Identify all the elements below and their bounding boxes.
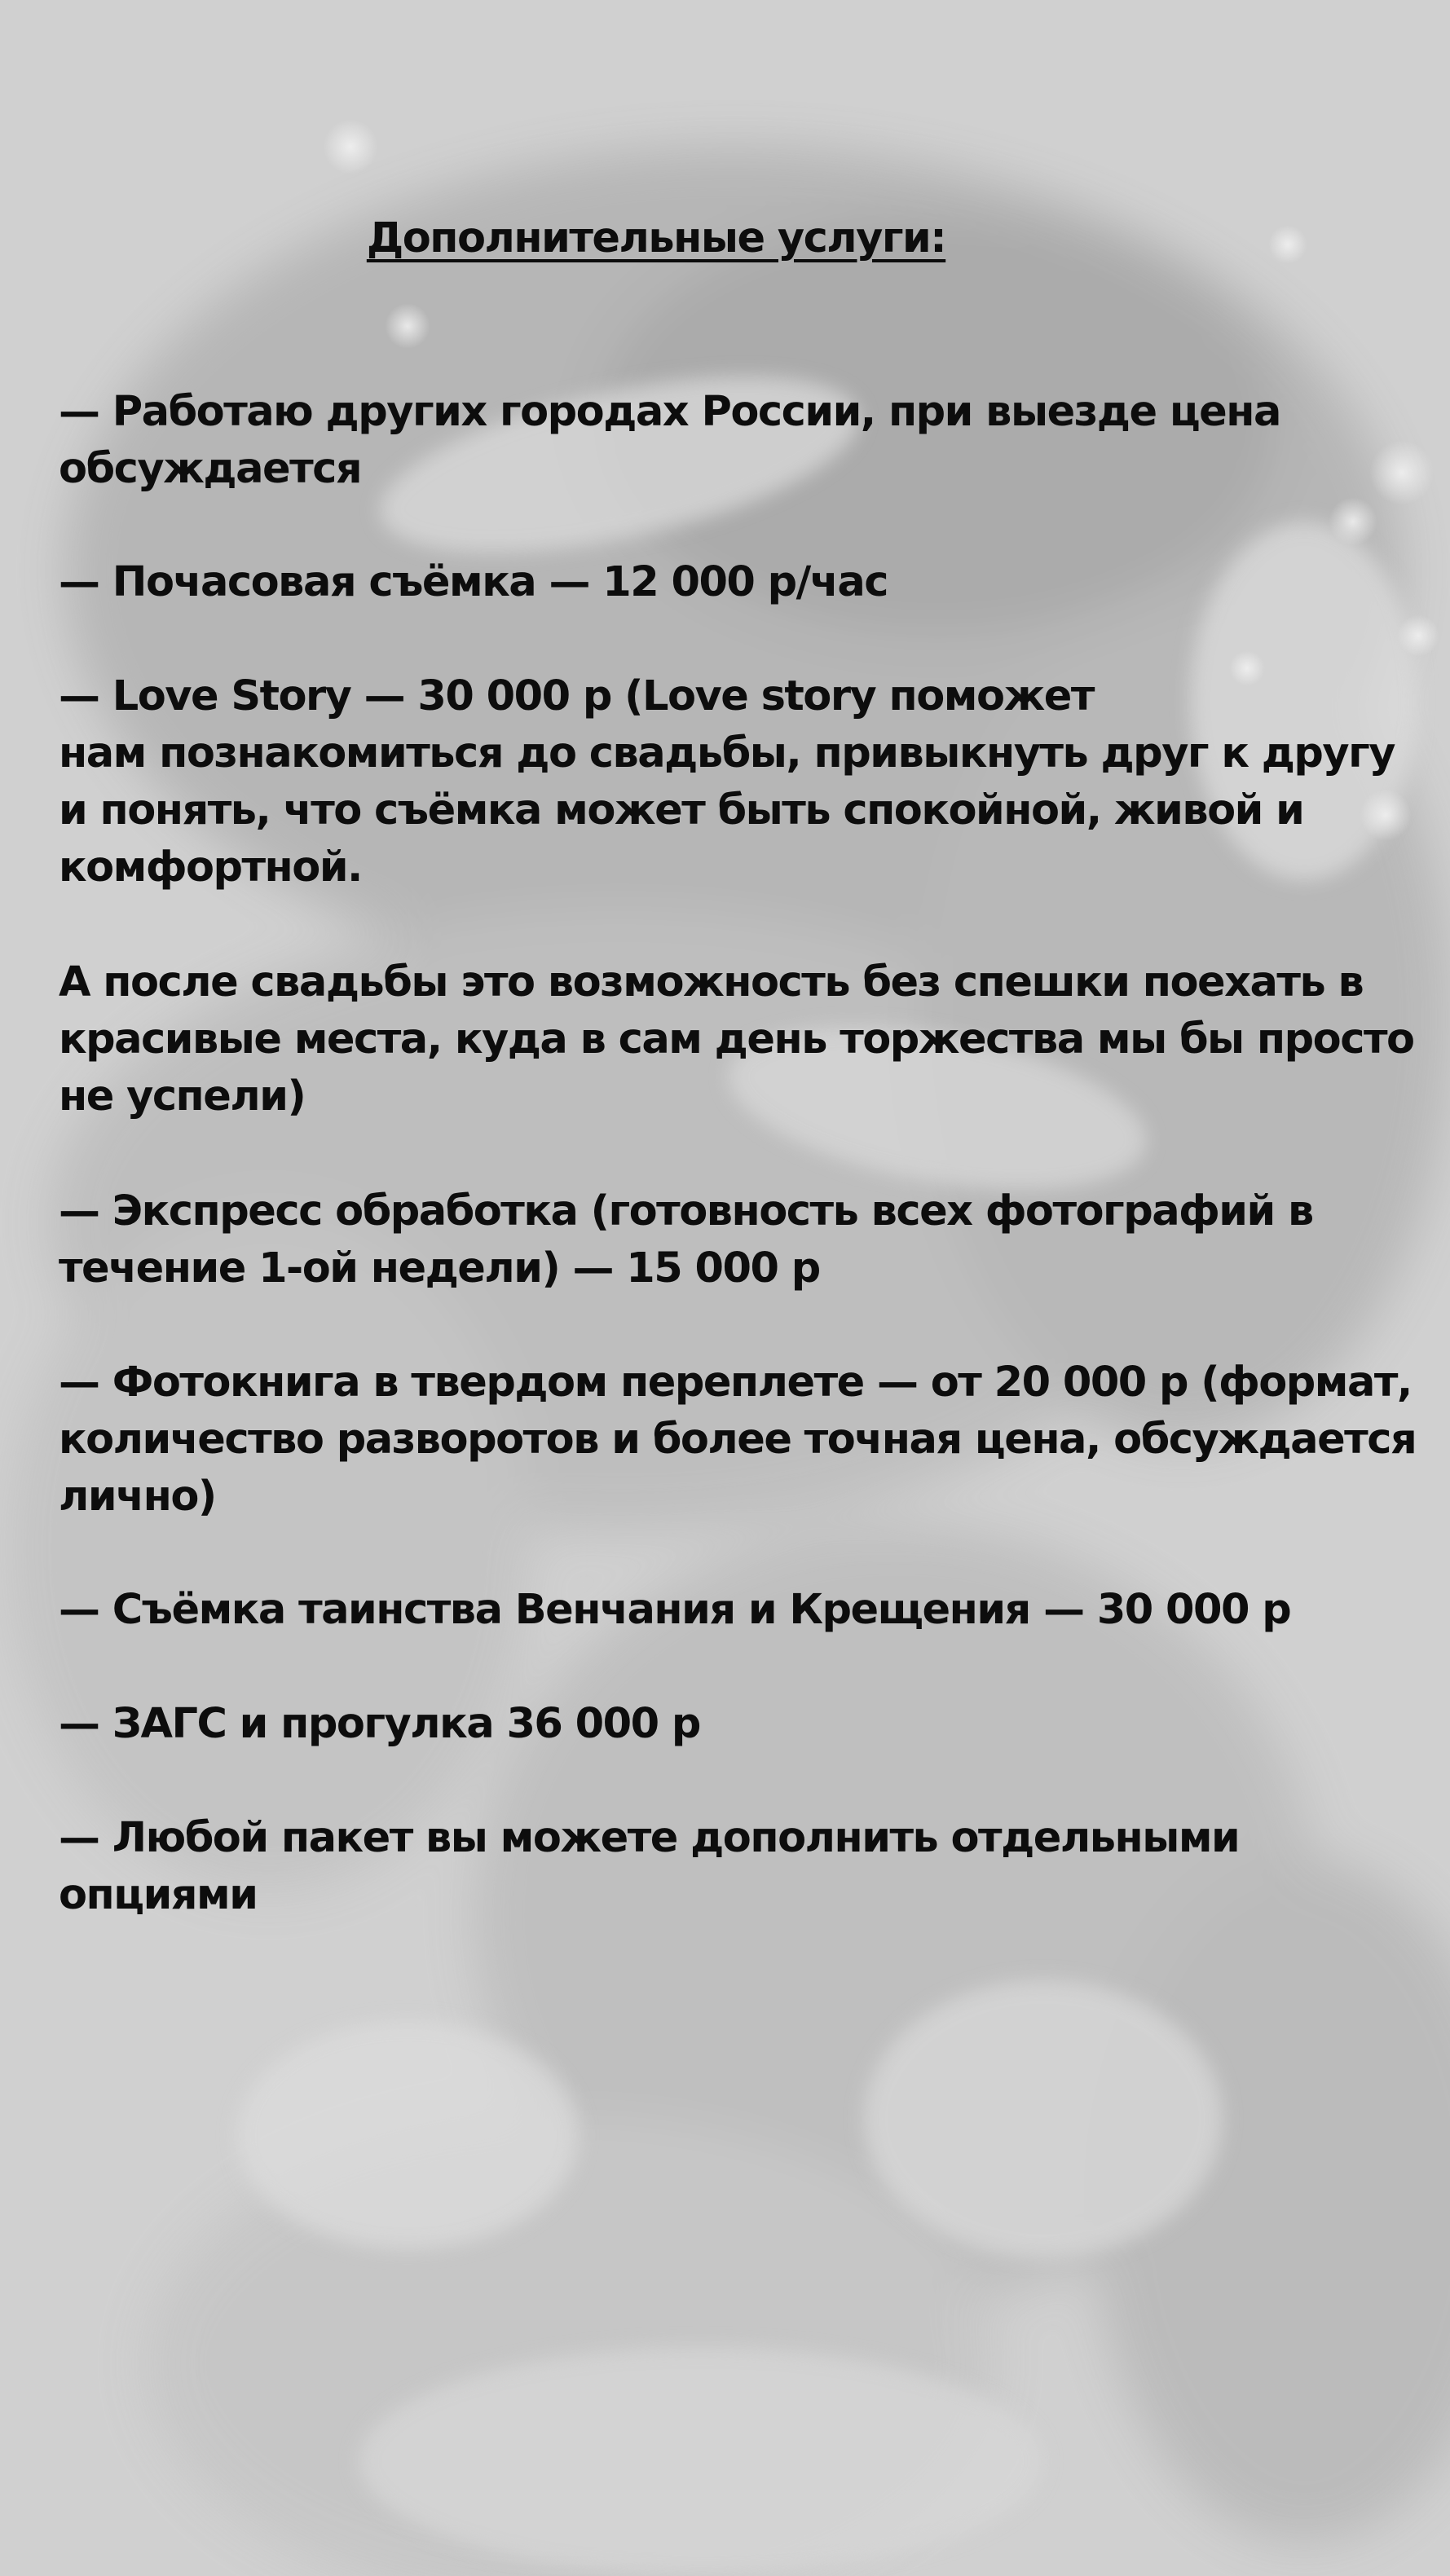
service-line: А после свадьбы это возможность без спешки поехать в: [59, 958, 1364, 1006]
service-line: — Фотокнига в твердом переплете — от 20 000 р (формат,: [59, 1358, 1412, 1407]
love-story-after-wedding: [59, 954, 1428, 1125]
service-hourly: [59, 554, 1428, 611]
service-line: обсуждается: [59, 445, 362, 493]
service-line: течение 1-ой недели) — 15 000 р: [59, 1244, 820, 1292]
service-line: и понять, что съёмка может быть спокойной, живой и: [59, 786, 1304, 834]
service-sacraments: [59, 1582, 1428, 1639]
service-express-editing: [59, 1183, 1428, 1297]
service-line: лично): [59, 1473, 216, 1521]
service-other-cities: [59, 384, 1428, 498]
service-line: — Love Story — 30 000 р (Love story поможет: [59, 672, 1094, 720]
service-line: — Экспресс обработка (готовность всех фотографий в: [59, 1187, 1313, 1235]
service-line: — Работаю других городах России, при выезде цена: [59, 388, 1280, 436]
service-line: — Почасовая съёмка — 12 000 р/час: [59, 558, 888, 606]
service-line: — Съёмка таинства Венчания и Крещения — 30 000 р: [59, 1586, 1291, 1634]
service-love-story: [59, 668, 1428, 896]
service-photobook: [59, 1354, 1428, 1526]
page-title: Дополнительные услуги:: [366, 214, 946, 262]
service-line: количество разворотов и более точная цена, обсуждается: [59, 1416, 1417, 1464]
service-line: комфортной.: [59, 843, 362, 892]
service-registry-walk: [59, 1696, 1428, 1753]
service-line: — ЗАГС и прогулка 36 000 р: [59, 1700, 700, 1748]
service-line: не успели): [59, 1072, 306, 1121]
service-line: нам познакомиться до свадьбы, привыкнуть друг к другу: [59, 729, 1395, 777]
service-line: — Любой пакет вы можете дополнить отдельными опциями: [59, 1814, 1240, 1919]
service-line: красивые места, куда в сам день торжества мы бы просто: [59, 1015, 1414, 1063]
service-extra-options: [59, 1810, 1428, 1924]
